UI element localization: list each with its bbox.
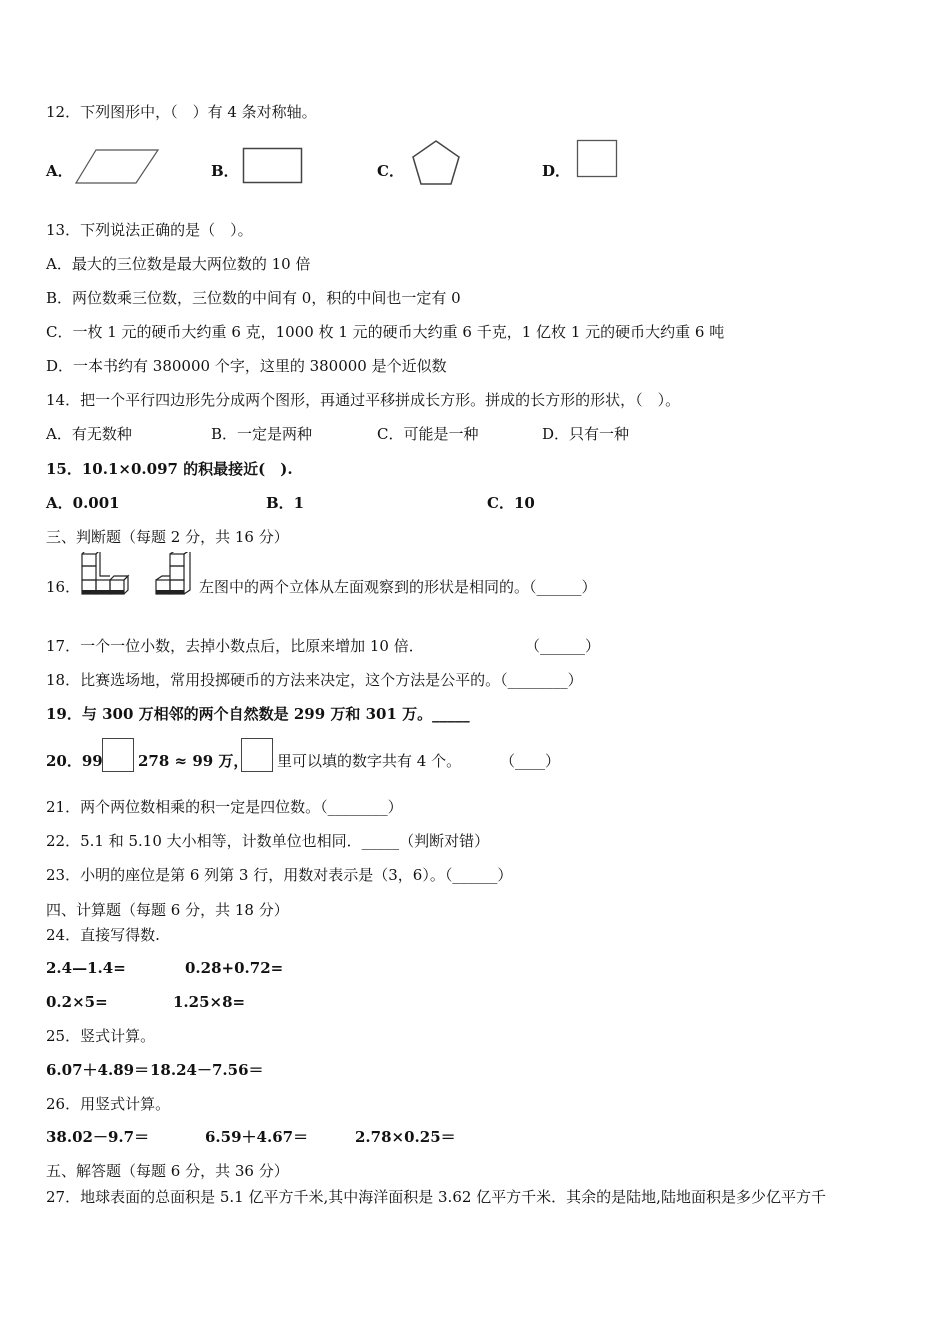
q25-item-1: 6.07＋4.89＝ [46,1061,150,1079]
q13-option-d: D．一本书约有 380000 个字，这里的 380000 是个近似数 [46,357,447,375]
cube-stack-figure-1 [80,552,132,598]
q13-option-c: C．一枚 1 元的硬币大约重 6 克，1000 枚 1 元的硬币大约重 6 千克，1 亿枚 1 元的硬币大约重 6 吨 [46,323,725,341]
q20-tail-text: 里可以填的数字共有 4 个。 [277,752,462,770]
q25-item-2: 18.24－7.56＝ [150,1061,264,1079]
q17-text: 17．一个一位小数，去掉小数点后，比原来增加 10 倍． [46,637,424,655]
section-3-heading: 三、判断题（每题 2 分，共 16 分） [46,528,289,546]
q20-box-2[interactable] [241,738,273,772]
q14-option-d: D．只有一种 [542,425,630,443]
q12-option-b: B． [211,162,239,180]
q15-option-a: A．0.001 [46,494,120,512]
q20-number: 20．99 [46,752,103,770]
q24-item-4: 1.25×8= [173,993,246,1011]
q13-stem: 13．下列说法正确的是（ ）。 [46,221,253,239]
q14-stem: 14．把一个平行四边形先分成两个图形，再通过平移拼成长方形。拼成的长方形的形状，（ ）。 [46,391,681,409]
q22-text: 22．5.1 和 5.10 大小相等，计数单位也相同．_____（判断对错） [46,832,490,850]
q18-text: 18．比赛选场地，常用投掷硬币的方法来决定，这个方法是公平的。（________） [46,671,583,689]
q14-option-b: B．一定是两种 [211,425,313,443]
q27-text: 27．地球表面的总面积是 5.1 亿平方千米,其中海洋面积是 3.62 亿平方千米．其余的是陆地,陆地面积是多少亿平方千 [46,1188,826,1206]
q26-stem: 26．用竖式计算。 [46,1095,171,1113]
q24-stem: 24．直接写得数. [46,926,160,944]
q12-option-d: D． [542,162,571,180]
parallelogram-figure [74,148,160,186]
q12-stem: 12．下列图形中，（ ）有 4 条对称轴。 [46,103,317,121]
q24-item-2: 0.28+0.72= [185,959,284,977]
pentagon-figure [410,139,462,187]
q26-item-2: 6.59＋4.67＝ [205,1128,309,1146]
q15-option-c: C．10 [487,494,535,512]
q20-middle-text: 278 ≈ 99 万， [138,752,249,770]
q15-stem: 15．10.1×0.097 的积最接近( ). [46,460,293,478]
section-5-heading: 五、解答题（每题 6 分，共 36 分） [46,1162,289,1180]
section-4-heading: 四、计算题（每题 6 分，共 18 分） [46,901,289,919]
q24-item-3: 0.2×5= [46,993,108,1011]
q20-answer-blank[interactable]: （____） [500,752,561,770]
q17-answer-blank[interactable]: （______） [525,637,601,655]
q12-option-a: A． [46,162,73,180]
q15-option-b: B．1 [266,494,305,512]
q20-box-1[interactable] [102,738,134,772]
q12-option-c: C． [377,162,404,180]
q26-item-1: 38.02－9.7＝ [46,1128,150,1146]
rectangle-figure [242,147,304,185]
q19-text: 19．与 300 万相邻的两个自然数是 299 万和 301 万。_____ [46,705,470,723]
q21-text: 21．两个两位数相乘的积一定是四位数。（________） [46,798,403,816]
q13-option-b: B．两位数乘三位数，三位数的中间有 0，积的中间也一定有 0 [46,289,461,307]
q25-stem: 25．竖式计算。 [46,1027,156,1045]
cube-stack-figure-2 [154,552,202,598]
q14-option-a: A．有无数种 [46,425,132,443]
q24-item-1: 2.4—1.4= [46,959,126,977]
square-figure [576,139,620,179]
q23-text: 23．小明的座位是第 6 列第 3 行，用数对表示是（3，6）。（______） [46,866,513,884]
q26-item-3: 2.78×0.25＝ [355,1128,456,1146]
q16-number: 16． [46,578,81,596]
q13-option-a: A．最大的三位数是最大两位数的 10 倍 [46,255,311,273]
q16-text: 左图中的两个立体从左面观察到的形状是相同的。（______） [199,578,597,596]
q14-option-c: C．可能是一种 [377,425,479,443]
